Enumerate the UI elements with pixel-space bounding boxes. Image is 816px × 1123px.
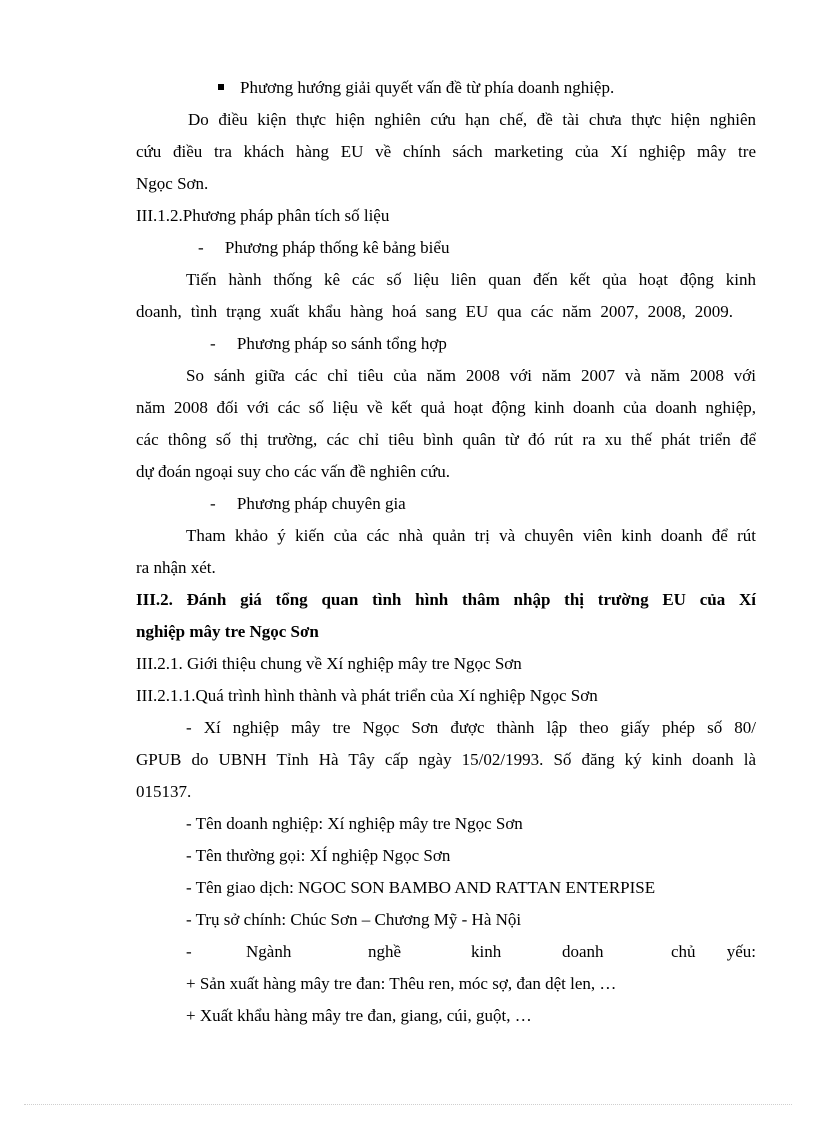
paragraph-line: năm 2008 đối với các số liệu về kết quả hoạt động kinh doanh của doanh nghiệp, [136,398,756,417]
section-heading: III.1.2.Phương pháp phân tích số liệu [136,206,390,225]
paragraph-line: So sánh giữa các chỉ tiêu của năm 2008 với năm 2007 và năm 2008 với [186,366,756,385]
list-item: - Tên doanh nghiệp: Xí nghiệp mây tre Ngọc Sơn [186,814,523,833]
word: Ngành [246,942,292,961]
paragraph-line: Do điều kiện thực hiện nghiên cứu hạn chế, đề tài chưa thực hiện nghiên [188,110,756,129]
square-bullet-icon [218,84,224,90]
dash: - [186,942,192,961]
word: doanh [562,942,604,961]
paragraph-line: dự đoán ngoại suy cho các vấn đề nghiên cứu. [136,462,450,481]
text-line: Phương hướng giải quyết vấn đề từ phía doanh nghiệp. [240,78,615,97]
subsection-heading: III.2.1.1.Quá trình hình thành và phát triển của Xí nghiệp Ngọc Sơn [136,686,598,705]
subsection-heading: III.2.1. Giới thiệu chung về Xí nghiệp mây tre Ngọc Sơn [136,654,522,673]
list-item: - Phương pháp so sánh tổng hợp [210,334,447,353]
word: yếu: [726,942,756,961]
paragraph-line: - Xí nghiệp mây tre Ngọc Sơn được thành lập theo giấy phép số 80/ [186,718,756,737]
paragraph-line: GPUB do UBNH Tỉnh Hà Tây cấp ngày 15/02/1993. Số đăng ký kinh doanh là [136,750,756,769]
list-item: - Trụ sở chính: Chúc Sơn – Chương Mỹ - Hà Nội [186,910,522,929]
list-item: - Phương pháp thống kê bảng biểu [198,238,450,257]
word: chủ [671,942,696,961]
paragraph-line: doanh, tình trạng xuất khẩu hàng hoá sang EU qua các năm 2007, 2008, 2009. [136,302,733,321]
paragraph-line: Tiến hành thống kê các số liệu liên quan đến kết qủa hoạt động kinh [186,270,756,289]
word: nghề [368,942,402,961]
paragraph-line: các thông số thị trường, các chỉ tiêu bình quân từ đó rút ra xu thế phát triển để [136,430,756,449]
paragraph-line: ra nhận xét. [136,558,216,577]
bullet-line [218,78,758,98]
page-border [24,1104,792,1105]
paragraph-line: Tham khảo ý kiến của các nhà quản trị và chuyên viên kinh doanh để rút [186,526,756,545]
list-item: - Tên thường gọi: XÍ nghiệp Ngọc Sơn [186,846,451,865]
section-heading: III.2. Đánh giá tổng quan tình hình thâm nhập thị trường EU của Xí [136,590,756,609]
list-item: + Xuất khẩu hàng mây tre đan, giang, cúi, guột, … [186,1006,532,1025]
paragraph-line: 015137. [136,782,192,801]
paragraph-line: Ngọc Sơn. [136,174,209,193]
word: kinh [471,942,502,961]
paragraph-line: cứu điều tra khách hàng EU về chính sách marketing của Xí nghiệp mây tre [136,142,756,161]
list-item: + Sản xuất hàng mây tre đan: Thêu ren, móc sợ, đan dệt len, … [186,974,617,993]
section-heading: nghiệp mây tre Ngọc Sơn [136,622,319,641]
list-item: - Phương pháp chuyên gia [210,494,406,513]
list-item: - Tên giao dịch: NGOC SON BAMBO AND RATTAN ENTERPISE [186,878,656,897]
